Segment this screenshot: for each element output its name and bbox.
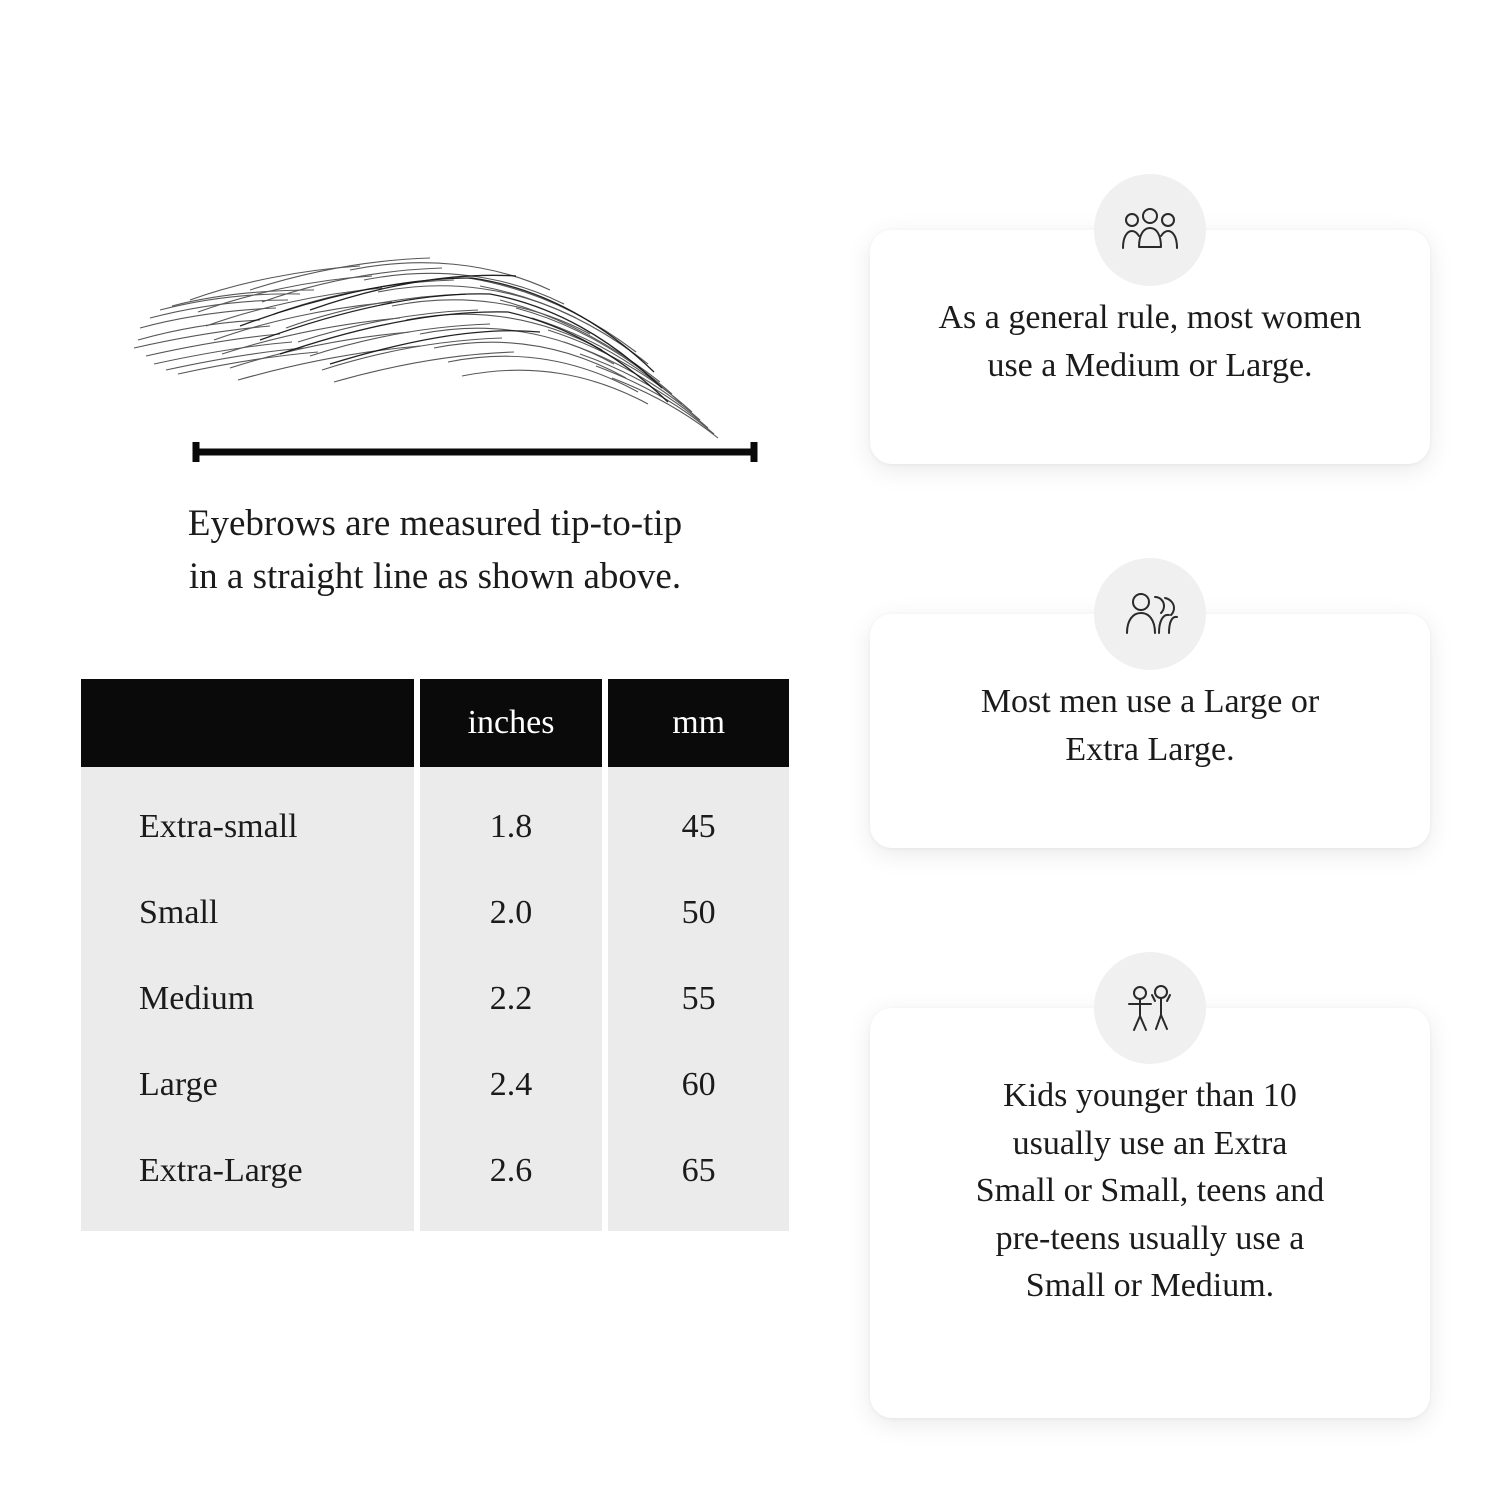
cell-inches: 2.2: [420, 956, 603, 1042]
note-text-kids: [916, 1072, 1384, 1310]
table-row: [81, 1128, 789, 1231]
cell-inches: 2.4: [420, 1042, 603, 1128]
table-row: [81, 870, 789, 956]
note-line: As a general rule, most women: [938, 299, 1362, 336]
measurement-line: [190, 440, 760, 464]
kids-glyph: [1121, 980, 1179, 1036]
eyebrow-icon: [120, 150, 760, 480]
note-text-women: [916, 294, 1384, 389]
note-line: Small or Medium.: [1025, 1267, 1275, 1305]
measurement-caption: [105, 498, 765, 603]
caption-line-1: Eyebrows are measured tip-to-tip: [187, 503, 683, 544]
measurement-section: [75, 150, 795, 1231]
note-line: Most men use a Large or: [980, 683, 1320, 720]
table-row: [81, 767, 789, 870]
notes-section: [870, 150, 1430, 1418]
note-line: Small or Small, teens and: [975, 1172, 1325, 1210]
note-card-men: [870, 614, 1430, 848]
cell-mm: 65: [608, 1128, 789, 1231]
cell-mm: 50: [608, 870, 789, 956]
note-line: usually use an Extra: [1012, 1124, 1288, 1162]
kids-icon: [1094, 952, 1206, 1064]
cell-inches: 2.6: [420, 1128, 603, 1231]
cell-size: Small: [81, 870, 414, 956]
men-group-glyph: [1119, 587, 1181, 641]
cell-inches: 1.8: [420, 767, 603, 870]
note-line: pre-teens usually use a: [995, 1219, 1305, 1257]
header-size: [81, 679, 414, 767]
note-card-kids: [870, 1008, 1430, 1418]
header-mm: mm: [608, 679, 789, 767]
cell-size: Extra-Large: [81, 1128, 414, 1231]
table-head: [81, 679, 789, 767]
table-row: [81, 1042, 789, 1128]
women-group-icon: [1094, 174, 1206, 286]
note-card-women: [870, 230, 1430, 464]
cell-mm: 45: [608, 767, 789, 870]
table-header-row: [81, 679, 789, 767]
cell-mm: 60: [608, 1042, 789, 1128]
table-body: [81, 767, 789, 1231]
women-group-glyph: [1119, 203, 1181, 257]
note-line: Extra Large.: [1065, 730, 1235, 768]
header-inches: inches: [420, 679, 603, 767]
note-text-men: [916, 678, 1384, 773]
table-row: [81, 956, 789, 1042]
note-line: use a Medium or Large.: [987, 346, 1313, 384]
cell-size: Extra-small: [81, 767, 414, 870]
men-group-icon: [1094, 558, 1206, 670]
caption-line-2: in a straight line as shown above.: [188, 555, 682, 597]
size-table: [75, 679, 795, 1231]
cell-mm: 55: [608, 956, 789, 1042]
note-line: Kids younger than 10: [1003, 1077, 1297, 1114]
eyebrow-illustration: [120, 150, 760, 480]
cell-size: Medium: [81, 956, 414, 1042]
cell-size: Large: [81, 1042, 414, 1128]
cell-inches: 2.0: [420, 870, 603, 956]
